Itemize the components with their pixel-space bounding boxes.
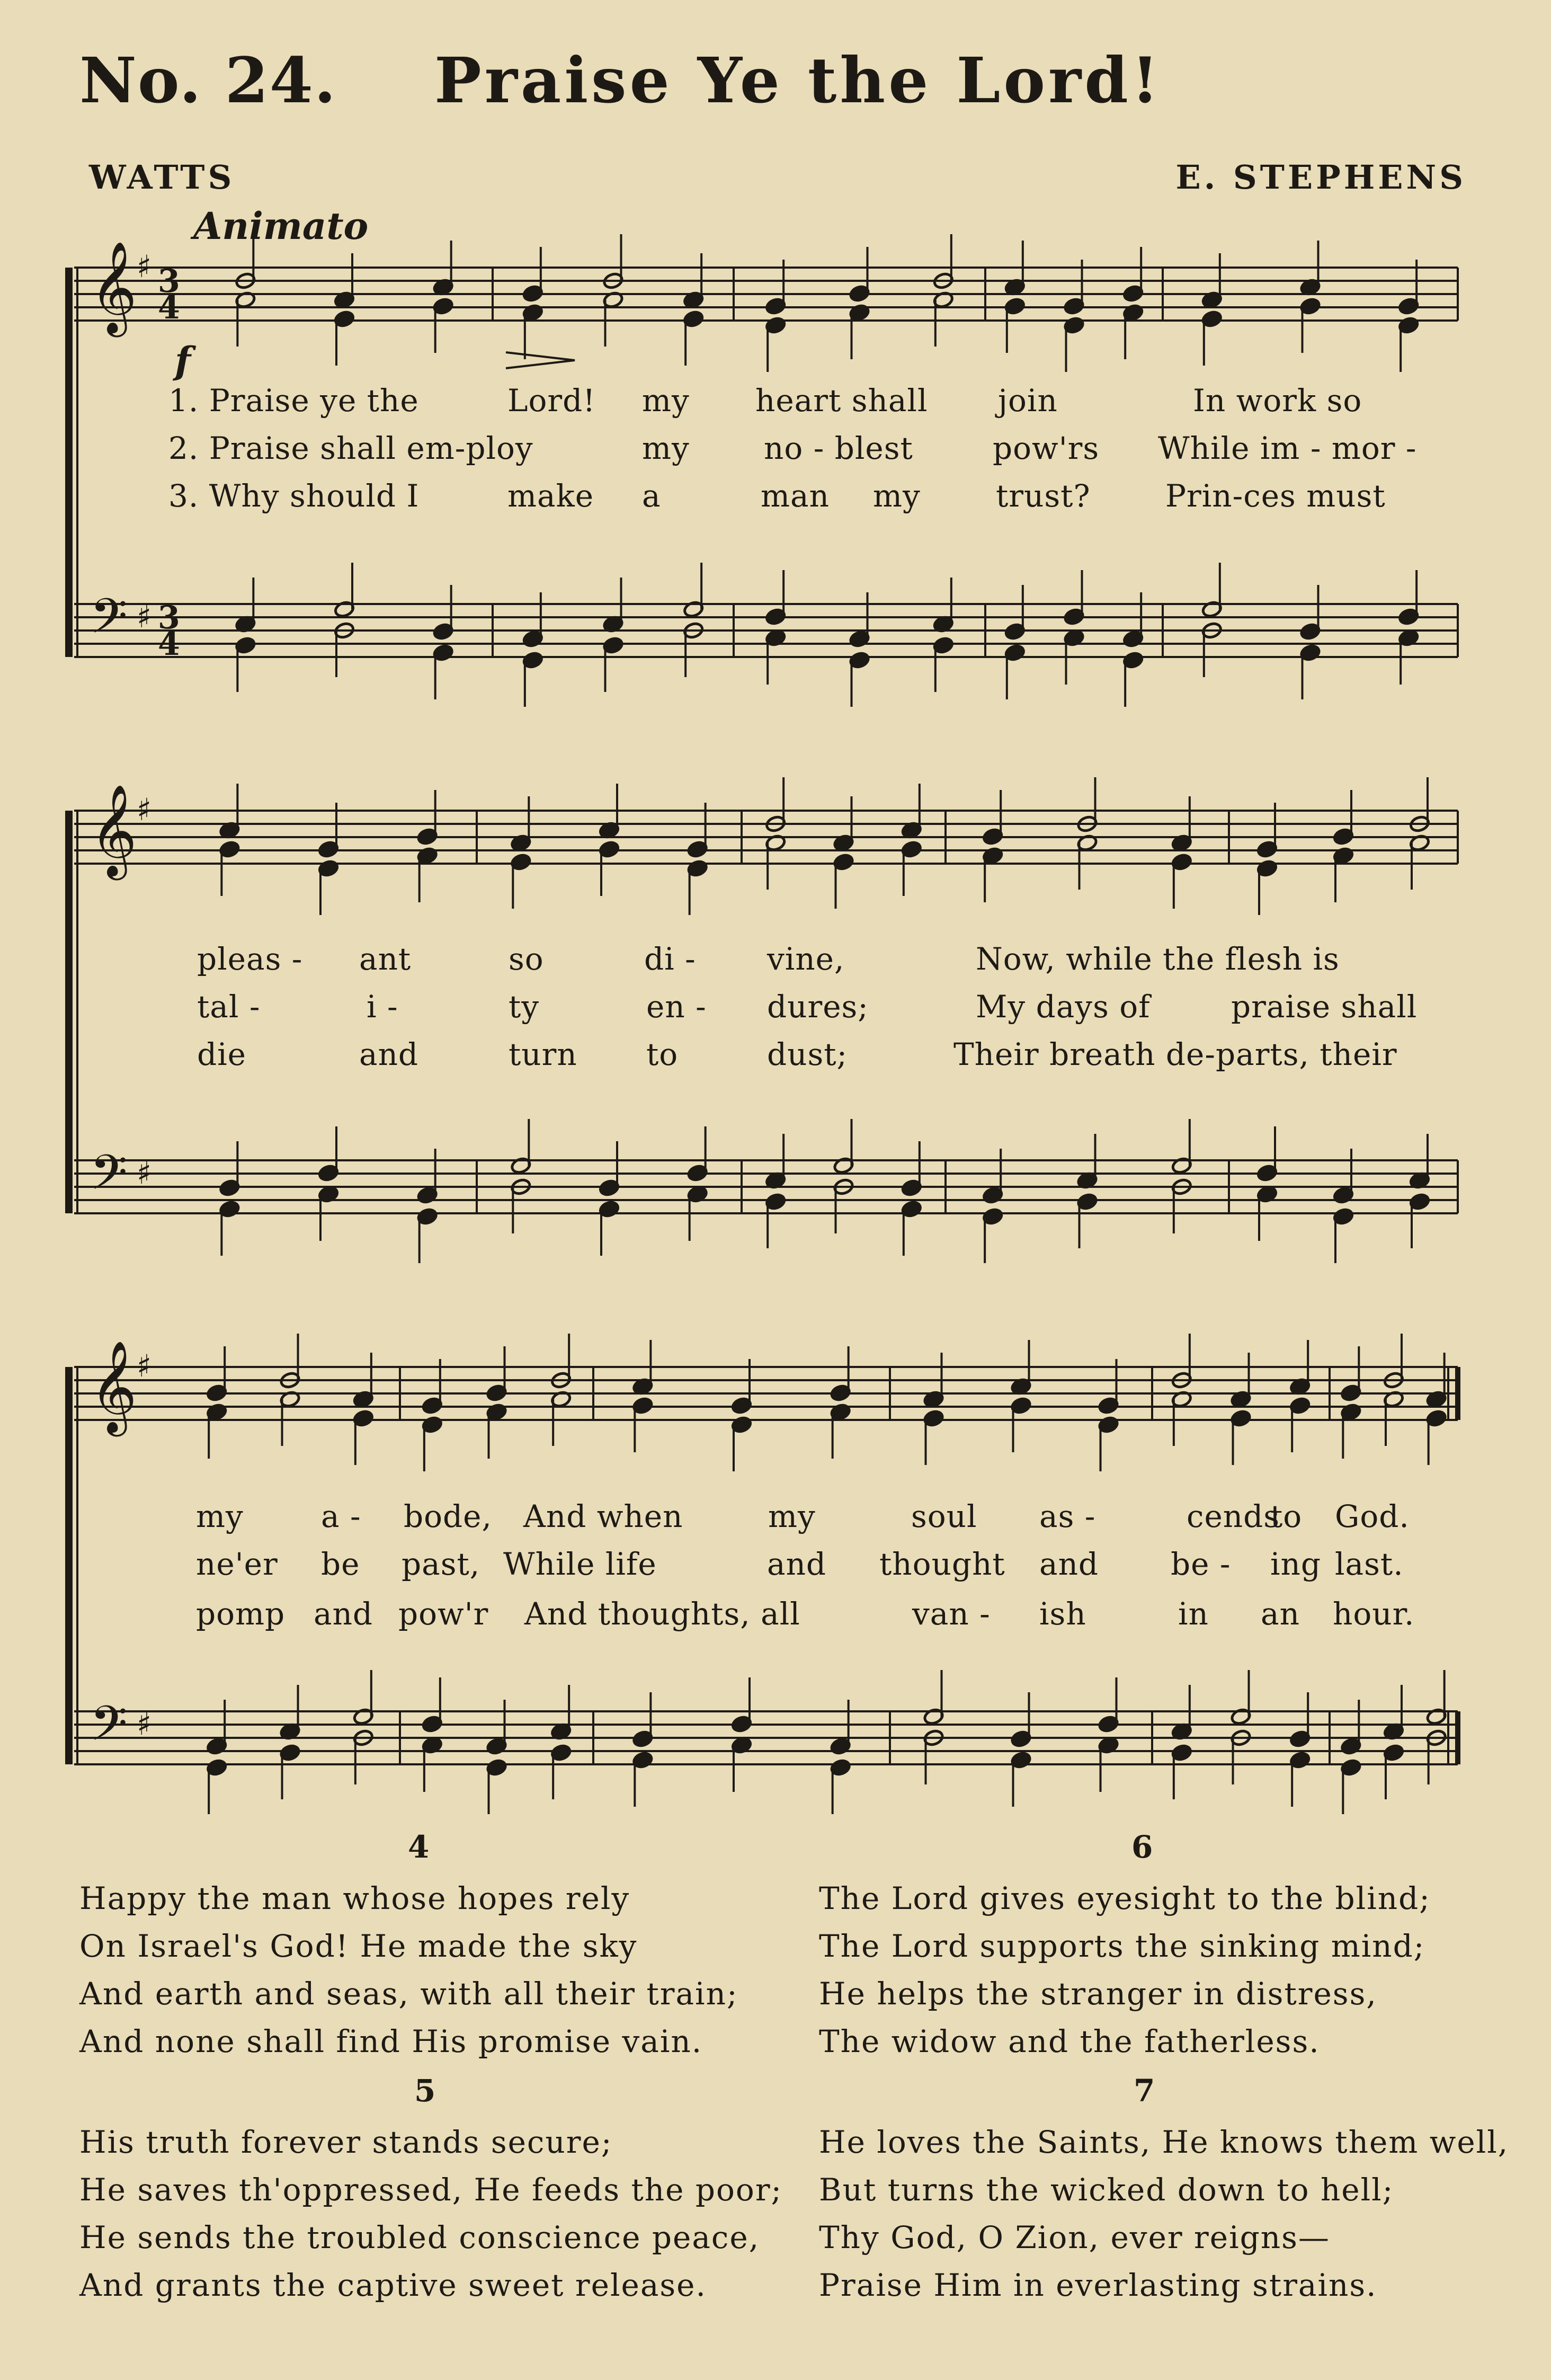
treble-clef-icon: 𝄞	[90, 784, 137, 876]
lyric-word: My days of	[976, 989, 1151, 1025]
lyric-word: i -	[367, 989, 398, 1025]
lyric-word: 2. Praise shall em-ploy	[168, 430, 533, 466]
lyric-word: in	[1178, 1596, 1209, 1632]
verse-line: The widow and the fatherless.	[819, 2023, 1320, 2059]
lyric-word: ne'er	[196, 1546, 278, 1582]
verse-number: 6	[1131, 1829, 1153, 1865]
hymn-number: No. 24.	[79, 43, 337, 117]
verse-line: Happy the man whose hopes rely	[79, 1880, 630, 1916]
lyric-word: ish	[1039, 1596, 1086, 1632]
lyric-word: and	[314, 1596, 373, 1632]
lyric-word: man	[761, 478, 830, 514]
lyric-word: and	[1039, 1546, 1099, 1582]
lyric-word: a -	[321, 1498, 361, 1534]
lyric-word: Lord!	[507, 383, 596, 419]
lyric-word: pomp	[196, 1596, 286, 1632]
lyric-word: vine,	[767, 941, 845, 977]
lyric-word: so	[509, 941, 544, 977]
lyric-word: my	[196, 1498, 244, 1534]
sharp-icon: ♯	[137, 1706, 152, 1742]
sharp-icon: ♯	[137, 792, 152, 828]
time-signature: 4	[158, 626, 180, 663]
forte-marking-icon: f	[175, 339, 191, 383]
lyric-word: While life	[503, 1546, 657, 1582]
lyric-word: pleas -	[197, 941, 303, 977]
lyric-word: Now, while the flesh is	[976, 941, 1340, 977]
lyric-word: di -	[644, 941, 696, 977]
lyric-word: While im - mor -	[1158, 430, 1417, 466]
lyric-word: pow'rs	[993, 430, 1100, 466]
music-composer: E. STEPHENS	[1175, 158, 1466, 197]
verse-line: Thy God, O Zion, ever reigns—	[819, 2219, 1330, 2255]
verse-line: He sends the troubled conscience peace,	[79, 2219, 760, 2255]
lyric-word: And thoughts, all	[524, 1596, 800, 1632]
lyric-word: die	[197, 1036, 247, 1072]
lyric-word: trust?	[996, 478, 1091, 514]
lyric-word: pow'r	[398, 1596, 489, 1632]
verse-6	[819, 1875, 1431, 2065]
tempo-marking: Animato	[193, 204, 369, 248]
verse-line: Praise Him in everlasting strains.	[819, 2267, 1377, 2303]
sharp-icon: ♯	[137, 248, 152, 285]
lyric-word: and	[767, 1546, 827, 1582]
verse-7	[819, 2118, 1509, 2309]
words-author: WATTS	[89, 158, 235, 197]
verse-4	[79, 1875, 738, 2065]
lyric-word: a	[642, 478, 661, 514]
lyric-word: soul	[911, 1498, 977, 1534]
verse-line: He saves th'oppressed, He feeds the poor;	[79, 2172, 783, 2208]
bass-clef-icon: 𝄢	[90, 1695, 128, 1763]
treble-clef-icon: 𝄞	[90, 1340, 137, 1433]
lyric-word: In work so	[1193, 383, 1362, 419]
lyric-word: join	[998, 383, 1058, 419]
lyric-word: praise shall	[1231, 989, 1418, 1025]
verse-number: 5	[414, 2073, 436, 2109]
lyric-word: to	[1270, 1498, 1303, 1534]
lyric-word: past,	[402, 1546, 480, 1582]
verse-line: He helps the stranger in distress,	[819, 1976, 1377, 2012]
lyric-word: dust;	[767, 1036, 848, 1072]
lyric-word: thought	[879, 1546, 1005, 1582]
verse-number: 4	[408, 1829, 430, 1865]
sharp-icon: ♯	[137, 1155, 152, 1191]
verse-line: But turns the wicked down to hell;	[819, 2172, 1394, 2208]
lyric-word: make	[507, 478, 594, 514]
lyric-word: Their breath de-parts, their	[953, 1036, 1397, 1072]
lyric-word: And when	[523, 1498, 683, 1534]
verse-line: On Israel's God! He made the sky	[79, 1928, 638, 1964]
lyric-word: cends	[1187, 1498, 1280, 1534]
lyric-word: be	[321, 1546, 360, 1582]
lyric-word: en -	[646, 989, 707, 1025]
time-signature: 3	[158, 263, 180, 300]
lyric-word: 1. Praise ye the	[168, 383, 419, 419]
lyric-word: ant	[359, 941, 412, 977]
lyric-word: to	[646, 1036, 679, 1072]
hymn-title: Praise Ye the Lord!	[434, 43, 1162, 117]
time-signature: 4	[158, 289, 180, 326]
verse-line: The Lord supports the sinking mind;	[819, 1928, 1425, 1964]
lyric-word: ing	[1270, 1546, 1322, 1582]
lyric-word: an	[1261, 1596, 1300, 1632]
lyric-word: and	[359, 1036, 419, 1072]
treble-clef-icon: 𝄞	[90, 241, 137, 333]
lyric-word: heart shall	[755, 383, 928, 419]
lyric-word: hour.	[1333, 1596, 1415, 1632]
verse-number: 7	[1134, 2073, 1155, 2109]
lyric-word: last.	[1335, 1546, 1404, 1582]
verse-line: And earth and seas, with all their train;	[79, 1976, 738, 2012]
time-signature: 3	[158, 599, 180, 636]
verse-line: And grants the captive sweet release.	[79, 2267, 707, 2303]
lyric-word: tal -	[197, 989, 261, 1025]
lyric-word: turn	[509, 1036, 577, 1072]
lyric-word: 3. Why should I	[168, 478, 420, 514]
verse-line: And none shall find His promise vain.	[79, 2023, 703, 2059]
verse-line: His truth forever stands secure;	[79, 2124, 613, 2160]
lyric-word: my	[642, 430, 690, 466]
lyric-word: as -	[1039, 1498, 1096, 1534]
lyric-word: bode,	[404, 1498, 492, 1534]
sharp-icon: ♯	[137, 1348, 152, 1384]
lyric-word: Prin-ces must	[1165, 478, 1386, 514]
lyric-word: dures;	[767, 989, 869, 1025]
lyric-word: no - blest	[764, 430, 913, 466]
bass-clef-icon: 𝄢	[90, 1144, 128, 1212]
bass-clef-icon: 𝄢	[90, 588, 128, 656]
lyric-word: God.	[1335, 1498, 1410, 1534]
verse-5	[79, 2118, 782, 2309]
verse-line: The Lord gives eyesight to the blind;	[819, 1880, 1431, 1916]
sharp-icon: ♯	[137, 599, 152, 635]
lyric-word: my	[768, 1498, 816, 1534]
lyric-word: my	[873, 478, 921, 514]
verse-line: He loves the Saints, He knows them well,	[819, 2124, 1509, 2160]
lyric-word: ty	[509, 989, 540, 1025]
lyric-word: be -	[1171, 1546, 1231, 1582]
lyric-word: my	[642, 383, 690, 419]
lyric-word: van -	[912, 1596, 991, 1632]
accent-icon	[506, 352, 575, 368]
